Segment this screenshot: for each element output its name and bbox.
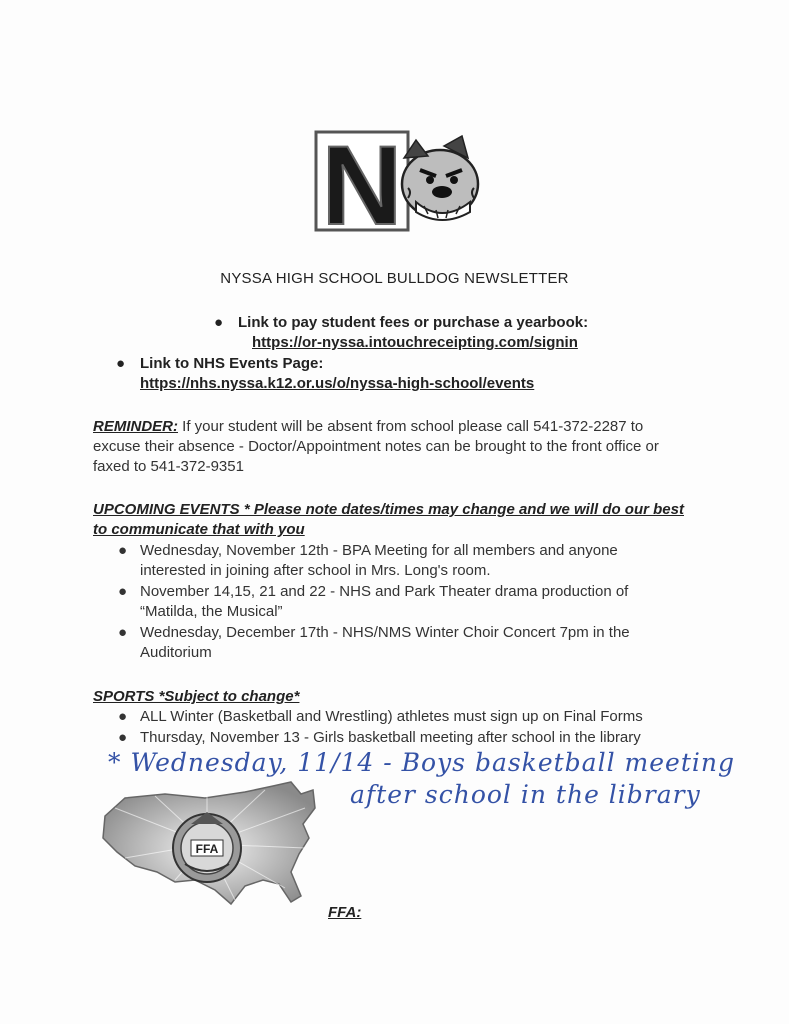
bullet-icon: ● <box>214 314 224 331</box>
reminder-paragraph <box>93 417 693 477</box>
newsletter-title: NYSSA HIGH SCHOOL BULLDOG NEWSLETTER <box>220 270 569 287</box>
upcoming-list <box>118 541 678 664</box>
events-link[interactable]: https://nhs.nyssa.k12.or.us/o/nyssa-high-school/events <box>140 375 535 392</box>
ffa-usa-map-emblem <box>95 768 325 918</box>
bulldog-head-icon <box>402 136 478 220</box>
ffa-emblem-icon <box>173 812 241 882</box>
event-text: Wednesday, November 12th - BPA Meeting for all members and anyone interested in joining after school in Mrs. Long's room. <box>140 542 618 579</box>
sports-text: Thursday, November 13 - Girls basketball meeting after school in the library <box>140 729 641 746</box>
logo-letter: N <box>321 128 403 234</box>
handwritten-note-line1: * Wednesday, 11/14 - Boys basketball meeting <box>108 748 735 777</box>
bullet-icon: ● <box>118 542 128 559</box>
ffa-emblem-text: FFA <box>195 842 219 856</box>
fees-link-url-row <box>252 333 578 353</box>
bullet-icon: ● <box>118 708 128 725</box>
fees-link[interactable]: https://or-nyssa.intouchreceipting.com/signin <box>252 334 578 351</box>
handwritten-note-line2: after school in the library <box>350 780 701 809</box>
list-item <box>118 707 678 727</box>
events-link-item <box>116 354 324 374</box>
fees-link-item <box>214 313 589 333</box>
ffa-heading: FFA: <box>328 904 362 921</box>
reminder-heading: REMINDER: <box>93 418 178 435</box>
events-link-label: Link to NHS Events Page: <box>140 355 324 372</box>
bullet-icon: ● <box>118 624 128 641</box>
bulldog-logo <box>312 128 482 234</box>
list-item <box>118 728 678 748</box>
bullet-icon: ● <box>118 729 128 746</box>
event-text: Wednesday, December 17th - NHS/NMS Winter Choir Concert 7pm in the Auditorium <box>140 624 630 661</box>
upcoming-heading: UPCOMING EVENTS * Please note dates/times may change and we will do our best to communicate that with you <box>93 501 684 538</box>
events-link-url-row <box>140 374 534 394</box>
event-text: November 14,15, 21 and 22 - NHS and Park Theater drama production of “Matilda, the Musical” <box>140 583 629 620</box>
sports-text: ALL Winter (Basketball and Wrestling) athletes must sign up on Final Forms <box>140 708 643 725</box>
bullet-icon: ● <box>116 355 126 372</box>
bullet-icon: ● <box>118 583 128 600</box>
sports-heading: SPORTS *Subject to change* <box>93 688 300 705</box>
list-item <box>118 623 678 663</box>
sports-list <box>118 707 678 749</box>
reminder-text: If your student will be absent from school please call 541-372-2287 to excuse their absence - Doctor/Appointment notes can be brought to the front office or faxed to 541-372-9351 <box>93 418 659 475</box>
fees-link-label: Link to pay student fees or purchase a yearbook: <box>238 314 589 331</box>
list-item <box>118 541 678 581</box>
list-item <box>118 582 678 622</box>
